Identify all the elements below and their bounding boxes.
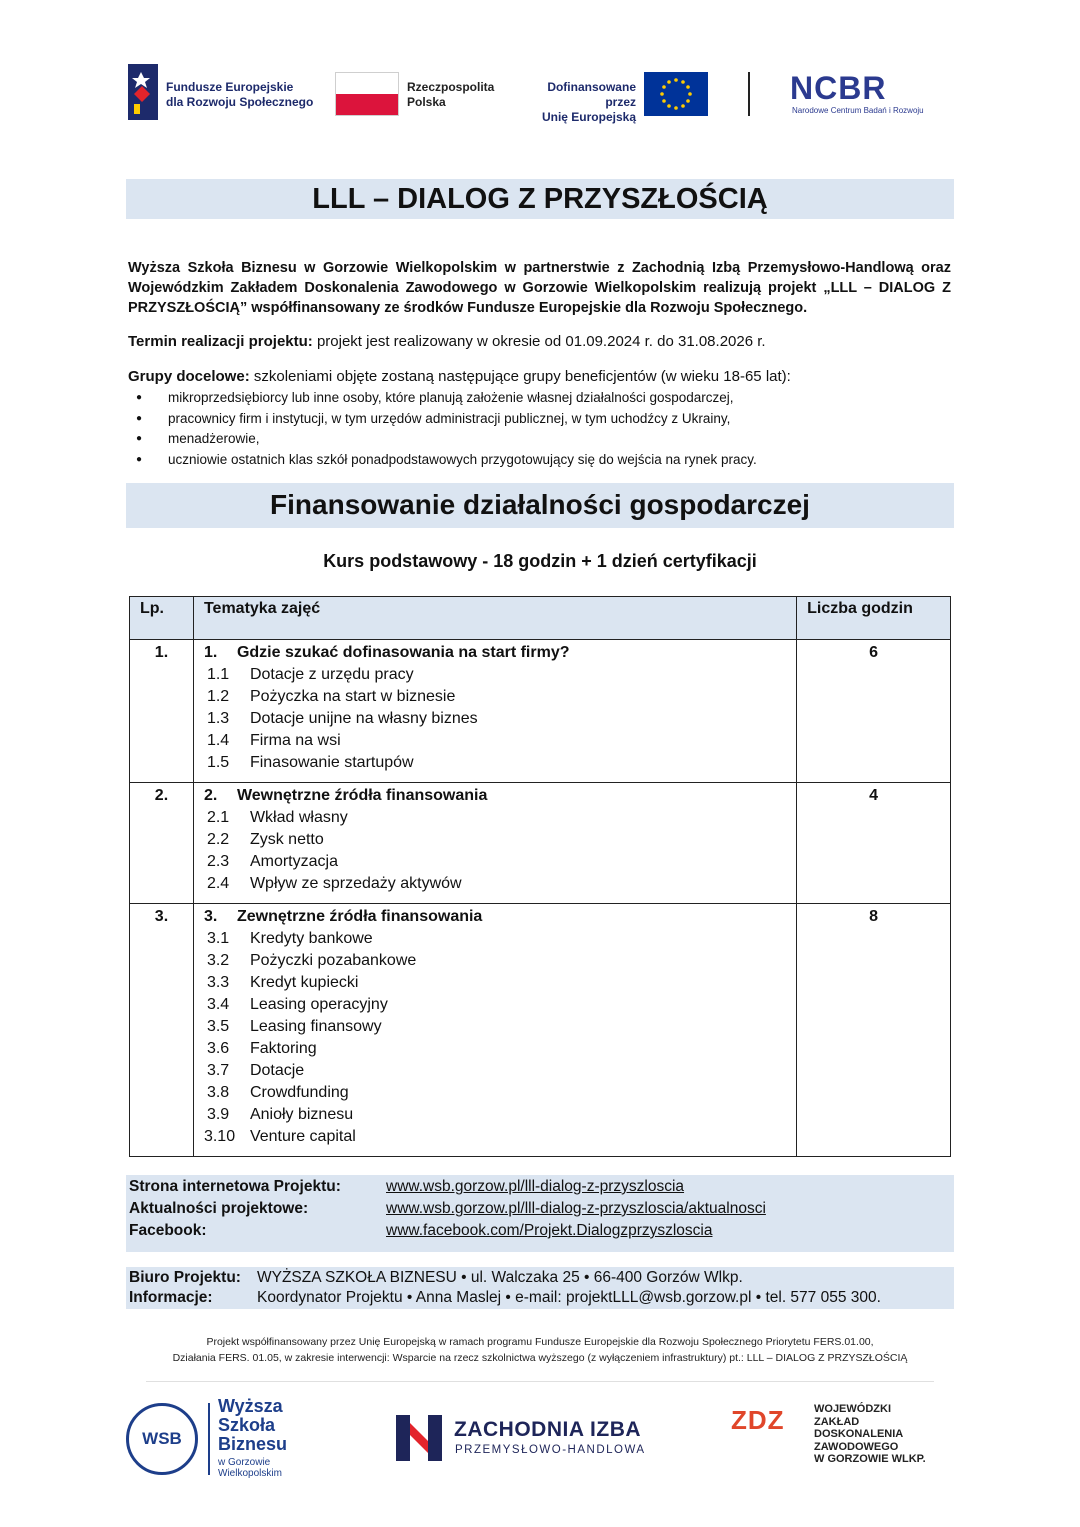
subtopic-number: 3.4 — [206, 996, 230, 1013]
subtopic-text: Faktoring — [249, 1040, 317, 1057]
table-header-row — [130, 597, 951, 640]
rzeczpospolita-polska-text: Rzeczpospolita Polska — [407, 80, 495, 109]
zdz-logo-text: WOJEWÓDZKI ZAKŁAD DOSKONALENIA ZAWODOWEGO W GORZOWIE WLKP. — [814, 1403, 926, 1465]
cofinancing-footnote: Projekt współfinansowany przez Unię Europejską w ramach programu Fundusze Europejskie dla Rozwoju Społecznego Priorytetu FERS.01.00, Działania FERS. 01.05, w zakresie interwencji: Wsparcie na rzecz szkolnictwa wyższego (z wyłączeniem infrastruktury) pt.: LLL – DIALOG Z PRZYSZŁOŚCIĄ — [172, 1336, 908, 1364]
wsb-seal-icon: WSB — [126, 1403, 198, 1475]
course-topics-table — [129, 596, 951, 1157]
ncbr-subtitle: Narodowe Centrum Badań i Rozwoju — [792, 106, 924, 115]
subtopic-item — [204, 851, 796, 873]
subtopic-number: 2.4 — [206, 875, 230, 892]
list-item: ● pracownicy firm i instytucji, w tym urzędów administracji publicznej, w tym uchodźcy z Ukrainy, — [128, 409, 951, 430]
topic-title — [204, 642, 796, 664]
subtopic-item — [204, 686, 796, 708]
subtopic-text: Zysk netto — [249, 831, 324, 848]
subtopic-text: Dotacje z urzędu pracy — [249, 666, 414, 683]
subtopic-item — [204, 730, 796, 752]
subtopic-number: 1.3 — [206, 710, 230, 727]
eu-cofinancing-text: Dofinansowane przez Unię Europejską — [541, 80, 636, 124]
subtopic-item — [204, 1082, 796, 1104]
subtopic-item — [204, 708, 796, 730]
subtopic-item — [204, 829, 796, 851]
news-label: Aktualności projektowe: — [129, 1200, 309, 1217]
hours-cell: 8 — [797, 904, 951, 1157]
zachodnia-izba-subtitle: PRZEMYSŁOWO-HANDLOWA — [455, 1444, 646, 1456]
fundusze-europejskie-logo-icon — [128, 64, 158, 120]
subtopic-item — [204, 807, 796, 829]
subtopic-text: Leasing finansowy — [249, 1018, 382, 1035]
project-term-label: Termin realizacji projektu: — [128, 333, 313, 350]
target-groups — [128, 367, 951, 387]
subtopic-number: 3.9 — [206, 1106, 230, 1123]
subtopic-item — [204, 873, 796, 895]
subtopic-item — [204, 1038, 796, 1060]
subtopic-number: 1.5 — [206, 754, 230, 771]
partner-logos-footer — [0, 1395, 1080, 1485]
subtopic-item — [204, 928, 796, 950]
subtopic-number: 3.8 — [206, 1084, 230, 1101]
subtopic-item — [204, 1126, 796, 1148]
subtitle-band — [126, 483, 954, 528]
subtopic-text: Venture capital — [249, 1128, 356, 1145]
course-subject-title: Finansowanie działalności gospodarczej — [270, 489, 810, 520]
wsb-logo-bar — [208, 1403, 210, 1475]
subtopic-item — [204, 972, 796, 994]
fundusze-europejskie-text: Fundusze Europejskie dla Rozwoju Społecznego — [166, 80, 314, 109]
target-groups-label: Grupy docelowe: — [128, 368, 250, 385]
subtopic-text: Firma na wsi — [249, 732, 341, 749]
topic-cell — [193, 783, 796, 904]
header-hours: Liczba godzin — [797, 597, 951, 640]
subtopic-number: 3.5 — [206, 1018, 230, 1035]
topic-number: 3. — [203, 908, 218, 925]
subtopic-item — [204, 1060, 796, 1082]
footer-divider — [146, 1381, 934, 1382]
project-links-box — [126, 1175, 954, 1252]
zdz-logo-icon: ZDZ — [731, 1405, 785, 1435]
project-term-text: projekt jest realizowany w okresie od 01.09.2024 r. do 31.08.2026 r. — [312, 333, 766, 350]
subtopic-number: 1.4 — [206, 732, 230, 749]
topic-number: 2. — [203, 787, 218, 804]
subtopic-text: Leasing operacyjny — [249, 996, 388, 1013]
target-groups-text: szkoleniami objęte zostaną następujące grupy beneficjentów (w wieku 18-65 lat): — [249, 368, 791, 385]
subtopic-number: 2.3 — [206, 853, 230, 870]
header-lp: Lp. — [130, 597, 194, 640]
row-number: 3. — [130, 904, 194, 1157]
news-link[interactable]: www.wsb.gorzow.pl/lll-dialog-z-przyszloscia/aktualnosci — [386, 1200, 766, 1217]
subtopic-text: Pożyczki pozabankowe — [249, 952, 417, 969]
website-link[interactable]: www.wsb.gorzow.pl/lll-dialog-z-przyszloscia — [386, 1178, 685, 1195]
hours-cell: 6 — [797, 640, 951, 783]
wsb-logo-text: Wyższa Szkoła Biznesu — [218, 1396, 288, 1454]
wsb-logo-location: w Gorzowie Wielkopolskim — [218, 1457, 282, 1479]
subtopic-text: Kredyty bankowe — [249, 930, 373, 947]
table-row — [130, 640, 951, 783]
subtopic-number: 3.2 — [206, 952, 230, 969]
office-label: Biuro Projektu: — [129, 1269, 241, 1286]
contact-label: Informacje: — [129, 1289, 213, 1306]
table-row — [130, 783, 951, 904]
topic-title-text: Gdzie szukać dofinasowania na start firmy? — [236, 644, 570, 661]
subtopic-number: 1.1 — [206, 666, 230, 683]
title-band — [126, 179, 954, 219]
subtopic-text: Wpływ ze sprzedaży aktywów — [249, 875, 462, 892]
facebook-link[interactable]: www.facebook.com/Projekt.Dialogzprzyszloscia — [386, 1222, 713, 1239]
subtopic-text: Dotacje — [249, 1062, 305, 1079]
hours-cell: 4 — [797, 783, 951, 904]
page-title: LLL – DIALOG Z PRZYSZŁOŚCIĄ — [312, 183, 768, 215]
eu-flag-icon — [644, 72, 708, 116]
subtopic-text: Crowdfunding — [249, 1084, 349, 1101]
ncbr-logo: NCBR — [790, 70, 887, 106]
subtopic-text: Kredyt kupiecki — [249, 974, 359, 991]
project-term — [128, 332, 951, 352]
subtopic-item — [204, 752, 796, 774]
polish-flag-icon — [335, 72, 399, 116]
subtopic-text: Pożyczka na start w biznesie — [249, 688, 456, 705]
subtopic-number: 3.10 — [203, 1128, 236, 1145]
topic-title — [204, 785, 796, 807]
topic-number: 1. — [203, 644, 218, 661]
topic-title-text: Zewnętrzne źródła finansowania — [236, 908, 483, 925]
topic-cell — [193, 904, 796, 1157]
list-item: ● menadżerowie, — [128, 429, 951, 450]
subtopic-item — [204, 1016, 796, 1038]
topic-title-text: Wewnętrzne źródła finansowania — [236, 787, 488, 804]
subtopic-text: Anioły biznesu — [249, 1106, 354, 1123]
row-number: 2. — [130, 783, 194, 904]
subtopic-item — [204, 950, 796, 972]
project-office-box — [126, 1267, 954, 1309]
subtopic-item — [204, 1104, 796, 1126]
subtopic-number: 3.1 — [206, 930, 230, 947]
zachodnia-izba-title: ZACHODNIA IZBA — [454, 1418, 642, 1441]
logo-separator — [748, 72, 750, 116]
funding-logos-header — [128, 60, 960, 122]
topic-title — [204, 906, 796, 928]
contact-details: Koordynator Projektu • Anna Maslej • e-mail: projektLLL@wsb.gorzow.pl • tel. 577 055 300. — [257, 1289, 881, 1306]
course-info: Kurs podstawowy - 18 godzin + 1 dzień certyfikacji — [323, 551, 757, 571]
subtopic-text: Dotacje unijne na własny biznes — [249, 710, 478, 727]
subtopic-number: 2.2 — [206, 831, 230, 848]
office-address: WYŻSZA SZKOŁA BIZNESU • ul. Walczaka 25 • 66-400 Gorzów Wlkp. — [257, 1269, 743, 1286]
target-groups-list — [128, 388, 951, 470]
list-item: ● mikroprzedsiębiorcy lub inne osoby, które planują założenie własnej działalności gospodarczej, — [128, 388, 951, 409]
list-item: ● uczniowie ostatnich klas szkół ponadpodstawowych przygotowujący się do wejścia na rynek pracy. — [128, 450, 951, 471]
subtopic-text: Amortyzacja — [249, 853, 338, 870]
subtopic-number: 1.2 — [206, 688, 230, 705]
subtopic-item — [204, 994, 796, 1016]
subtopic-item — [204, 664, 796, 686]
website-label: Strona internetowa Projektu: — [129, 1178, 341, 1195]
row-number: 1. — [130, 640, 194, 783]
subtopic-text: Wkład własny — [249, 809, 348, 826]
subtopic-number: 3.3 — [206, 974, 230, 991]
facebook-label: Facebook: — [129, 1222, 207, 1239]
topic-cell — [193, 640, 796, 783]
subtopic-number: 3.6 — [206, 1040, 230, 1057]
subtopic-number: 2.1 — [206, 809, 230, 826]
intro-paragraph: Wyższa Szkoła Biznesu w Gorzowie Wielkopolskim w partnerstwie z Zachodnią Izbą Przemysłowo-Handlową oraz Wojewódzkim Zakładem Doskonalenia Zawodowego w Gorzowie Wielkopolskim realizują projekt „LLL – DIALOG Z PRZYSZŁOŚCIĄ” współfinansowany ze środków Fundusze Europejskie dla Rozwoju Społecznego. — [128, 260, 951, 316]
header-topic: Tematyka zajęć — [193, 597, 796, 640]
subtopic-number: 3.7 — [206, 1062, 230, 1079]
zachodnia-izba-logo-icon — [396, 1415, 442, 1461]
subtopic-text: Finasowanie startupów — [249, 754, 414, 771]
table-row — [130, 904, 951, 1157]
